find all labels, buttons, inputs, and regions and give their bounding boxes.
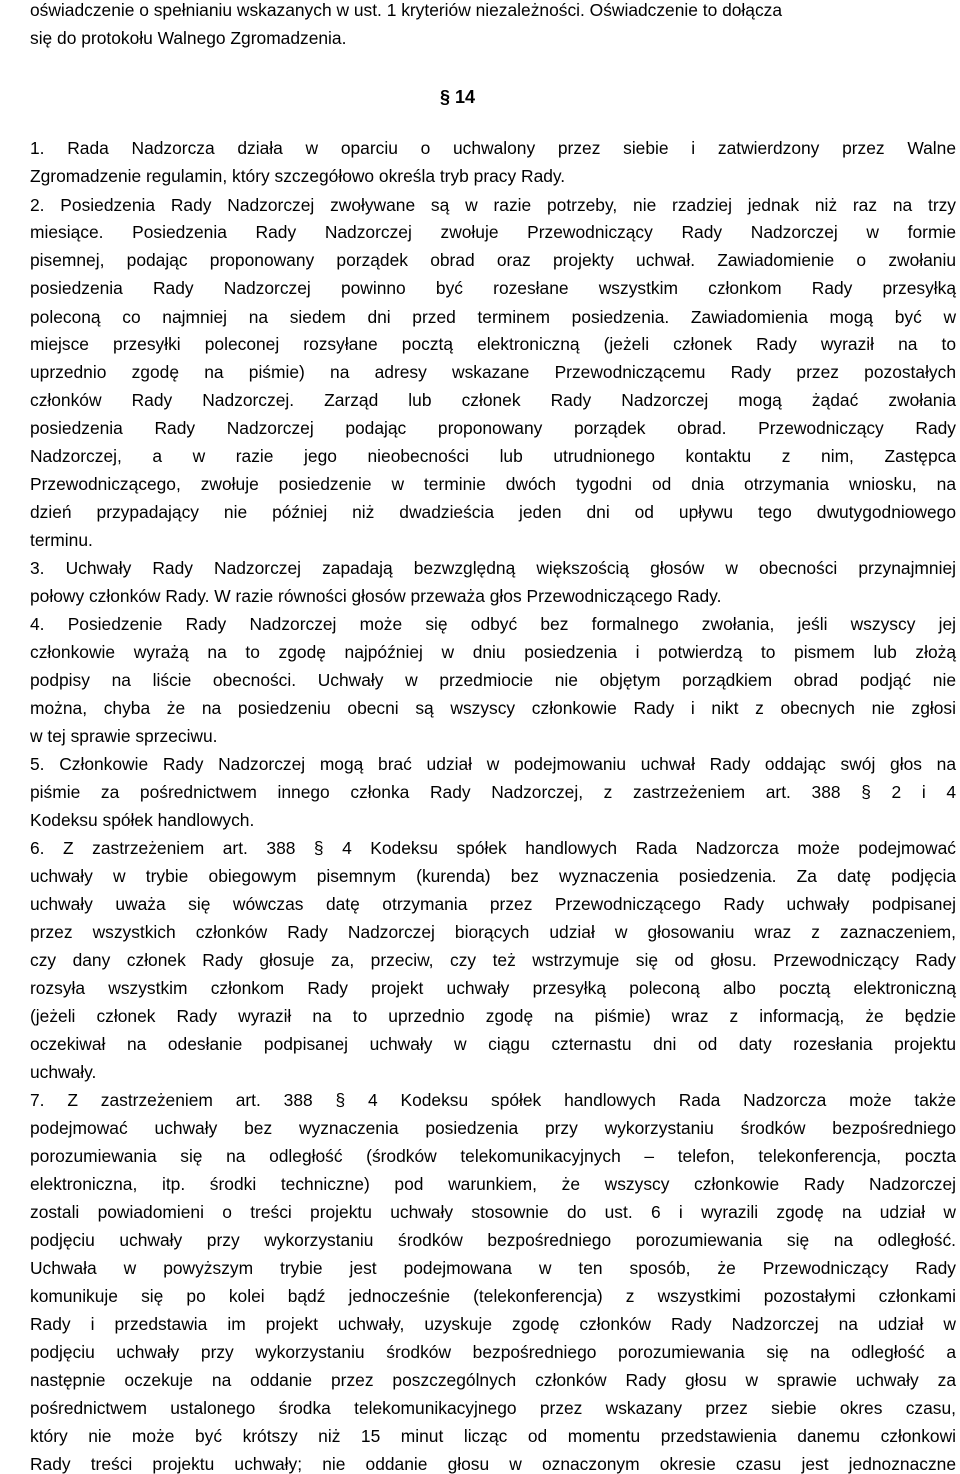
text-line: zostali powiadomieni o treści projektu uchwały stosownie do ust. 6 i wyrazili zgodę na udział w — [30, 1202, 956, 1222]
text-line: podpisy na liście obecności. Uchwały w przedmiocie nie objętym porządkiem obrad podjąć nie — [30, 670, 956, 690]
text-line: miejsce przesyłki poleconej rozsyłane pocztą elektroniczną (jeżeli członek Rady wyraził na to — [30, 334, 956, 354]
text-line: uchwały. — [30, 1062, 97, 1082]
text-line: połowy członków Rady. W razie równości głosów przeważa głos Przewodniczącego Rady. — [30, 586, 722, 606]
text-line: który nie może być krótszy niż 15 minut licząc od momentu przedstawienia danemu członkowi — [30, 1426, 956, 1446]
text-line: Nadzorczej, a w razie jego nieobecności lub utrudnionego kontaktu z nim, Zastępca — [30, 446, 956, 466]
text-line: Kodeksu spółek handlowych. — [30, 810, 255, 830]
text-line: uchwały w trybie obiegowym pisemnym (kurenda) bez wyznaczenia posiedzenia. Za datę podjęcia — [30, 866, 956, 886]
text-line: podejmować uchwały bez wyznaczenia posiedzenia przy wykorzystaniu środków bezpośredniego — [30, 1118, 956, 1138]
text-line: 7. Z zastrzeżeniem art. 388 § 4 Kodeksu spółek handlowych Rada Nadzorcza może także — [30, 1090, 956, 1110]
text-line: terminu. — [30, 530, 93, 550]
text-line: 1. Rada Nadzorcza działa w oparciu o uchwalony przez siebie i zatwierdzony przez Walne — [30, 138, 956, 158]
text-line: 5. Członkowie Rady Nadzorczej mogą brać udział w podejmowaniu uchwał Rady oddając swój głos na — [30, 754, 956, 774]
text-line: dzień przypadający nie później niż dwadzieścia jeden dni od upływu tego dwutygodniowego — [30, 502, 956, 522]
text-line: piśmie za pośrednictwem innego członka Rady Nadzorczej, z zastrzeżeniem art. 388 § 2 i 4 — [30, 782, 956, 802]
text-line: posiedzenia Rady Nadzorczej powinno być rozesłane wszystkim członkom Rady przesyłką — [30, 278, 956, 298]
section-heading — [440, 86, 475, 108]
text-line: można, chyba że na posiedzeniu obecni są wszyscy członkowie Rady i nikt z obecnych nie zgłosi — [30, 698, 956, 718]
text-line: miesiące. Posiedzenia Rady Nadzorczej zwołuje Przewodniczący Rady Nadzorczej w formie — [30, 222, 956, 242]
text-line: 2. Posiedzenia Rady Nadzorczej zwoływane są w razie potrzeby, nie rzadziej jednak niż raz na trzy — [30, 195, 956, 215]
text-line: uprzednio zgodę na piśmie) na adresy wskazane Przewodniczącemu Rady przez pozostałych — [30, 362, 956, 382]
text-line: następnie oczekuje na oddanie przez poszczególnych członków Rady głosu w sprawie uchwały za — [30, 1370, 956, 1390]
text-line: przez wszystkich członków Rady Nadzorczej biorących udział w głosowaniu wraz z zaznaczeniem, — [30, 922, 956, 942]
text-line: oczekiwał na odesłanie podpisanej uchwały w ciągu czternastu dni od daty rozesłania projektu — [30, 1034, 956, 1054]
text-line: 6. Z zastrzeżeniem art. 388 § 4 Kodeksu spółek handlowych Rada Nadzorcza może podejmować — [30, 838, 956, 858]
text-line: Rady i przedstawia im projekt uchwały, uzyskuje zgodę członków Rady Nadzorczej na udział w — [30, 1314, 956, 1334]
section-sign-icon: § — [440, 87, 451, 107]
text-line: Rady treści projektu uchwały; nie oddanie głosu w oznaczonym okresie czasu jest jednoznaczne — [30, 1454, 956, 1474]
text-line: uchwały uważa się wówczas datę otrzymania przez Przewodniczącego Rady uchwały podpisanej — [30, 894, 956, 914]
text-line: porozumiewania się na odległość (środków telekomunikacyjnych – telefon, telekonferencja, poczta — [30, 1146, 956, 1166]
text-line: czy dany członek Rady głosuje za, przeciw, czy też wstrzymuje się od głosu. Przewodniczący Rady — [30, 950, 956, 970]
text-line: posiedzenia Rady Nadzorczej podając proponowany porządek obrad. Przewodniczący Rady — [30, 418, 956, 438]
text-line: poleconą co najmniej na siedem dni przed terminem posiedzenia. Zawiadomienia mogą być w — [30, 307, 956, 327]
text-line: komunikuje się po kolei bądź jednocześnie (telekonferencja) z wszystkimi pozostałymi członkami — [30, 1286, 956, 1306]
text-line: Przewodniczącego, zwołuje posiedzenie w terminie dwóch tygodni od dnia otrzymania wniosku, na — [30, 474, 956, 494]
text-line: pisemnej, podając proponowany porządek obrad oraz projekty uchwał. Zawiadomienie o zwołaniu — [30, 250, 956, 270]
text-line: członków Rady Nadzorczej. Zarząd lub członek Rady Nadzorczej mogą żądać zwołania — [30, 390, 956, 410]
text-line: podjęciu uchwały przy wykorzystaniu środków bezpośredniego porozumiewania się na odległość. — [30, 1230, 956, 1250]
text-line: w tej sprawie sprzeciwu. — [30, 726, 218, 746]
text-line: pośrednictwem ustalonego środka telekomunikacyjnego przez wskazany przez siebie okres czasu, — [30, 1398, 956, 1418]
text-line: się do protokołu Walnego Zgromadzenia. — [30, 28, 347, 48]
text-line: podjęciu uchwały przy wykorzystaniu środków bezpośredniego porozumiewania się na odległość a — [30, 1342, 956, 1362]
text-line: 3. Uchwały Rady Nadzorczej zapadają bezwzględną większością głosów w obecności przynajmniej — [30, 558, 956, 578]
text-line: elektroniczna, itp. środki techniczne) pod warunkiem, że wszyscy członkowie Rady Nadzorczej — [30, 1174, 956, 1194]
text-line: rozsyła wszystkim członkom Rady projekt uchwały przesyłką poleconą albo pocztą elektroniczną — [30, 978, 956, 998]
text-line: Zgromadzenie regulamin, który szczegółowo określa tryb pracy Rady. — [30, 166, 566, 186]
text-line: członkowie wyrażą na to zgodę najpóźniej w dniu posiedzenia i potwierdzą to pismem lub złożą — [30, 642, 956, 662]
section-number: 14 — [455, 87, 476, 107]
text-line: (jeżeli członek Rady wyraził na to uprzednio zgodę na piśmie) wraz z informacją, że będzie — [30, 1006, 956, 1026]
text-line: 4. Posiedzenie Rady Nadzorczej może się odbyć bez formalnego zwołania, jeśli wszyscy jej — [30, 614, 956, 634]
text-line: oświadczenie o spełnianiu wskazanych w ust. 1 kryteriów niezależności. Oświadczenie to dołącza — [30, 0, 783, 20]
text-line: Uchwała w powyższym trybie jest podejmowana w ten sposób, że Przewodniczący Rady — [30, 1258, 956, 1278]
